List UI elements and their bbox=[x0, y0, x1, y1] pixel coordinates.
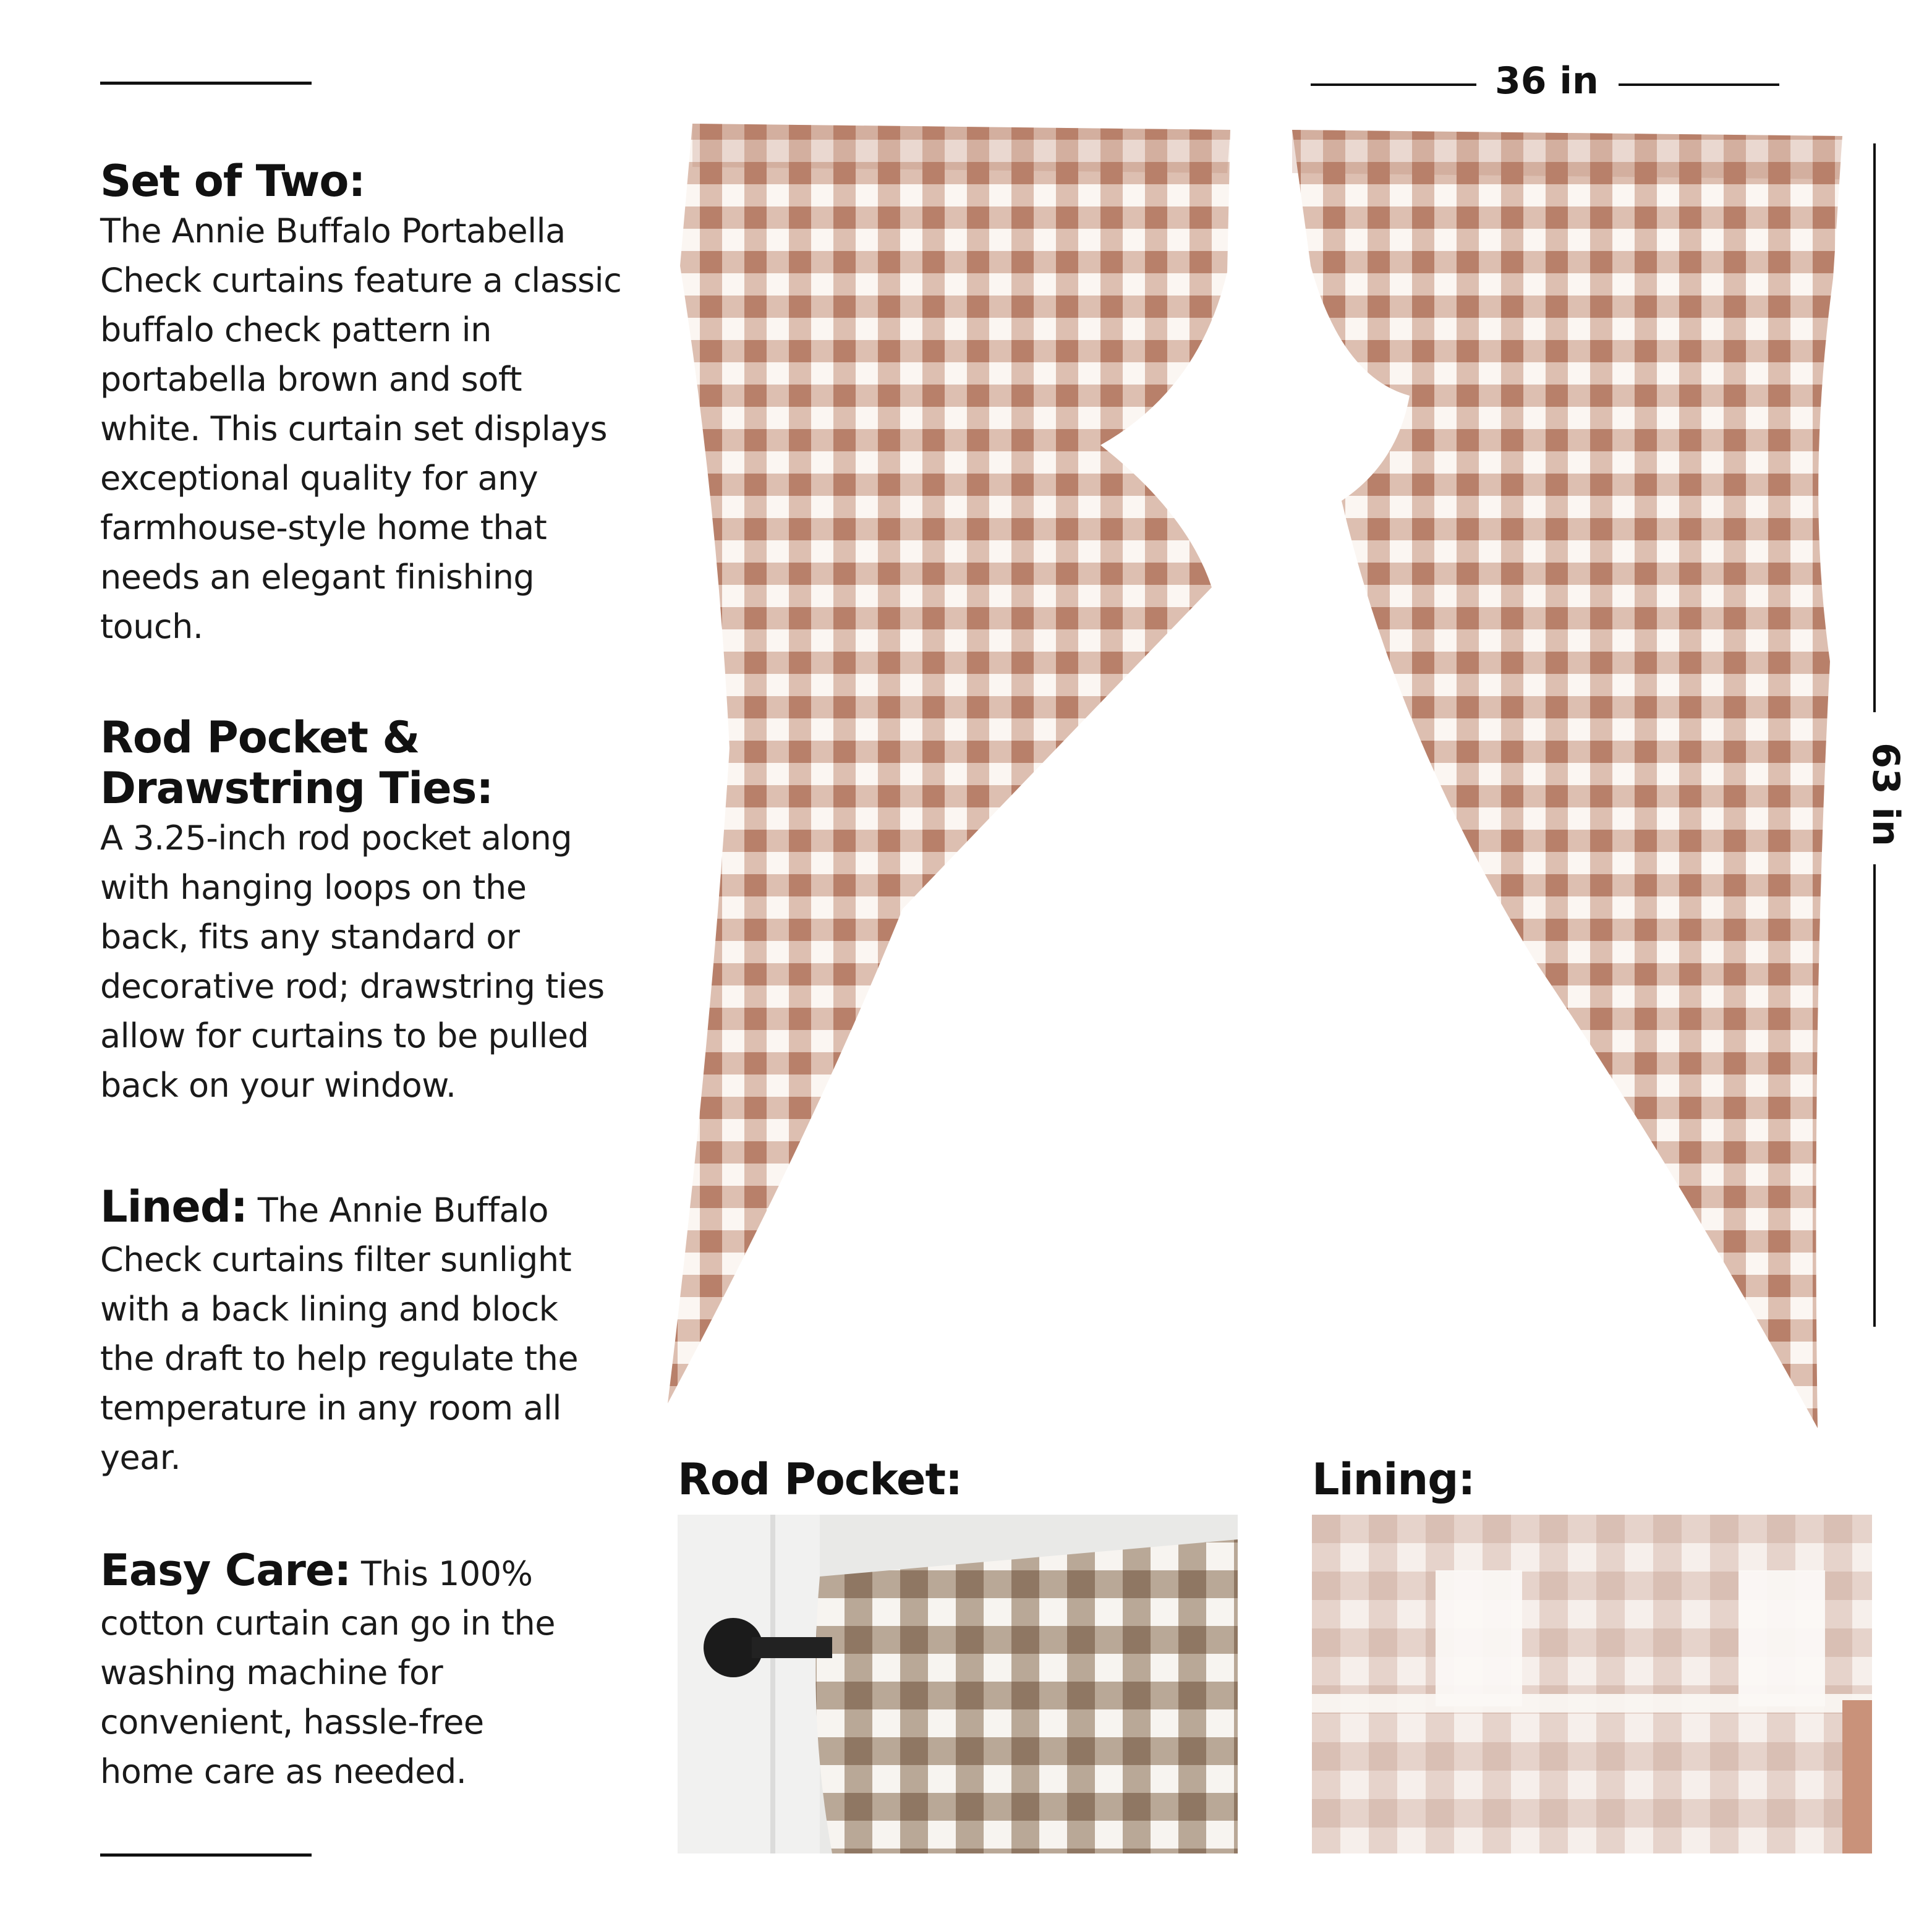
right-curtain-panel bbox=[1292, 130, 1842, 1428]
section-rod-pocket bbox=[100, 712, 632, 1110]
section-body: The Annie Buffalo Check curtains filter sunlight with a back lining and block the draft to help regulate the temperature in any room all year. bbox=[100, 1191, 579, 1477]
top-rule bbox=[100, 82, 312, 85]
section-body: A 3.25-inch rod pocket along with hanging loops on the back, fits any standard or decorative rod; drawstring ties allow for curtains to be pulled back on your window. bbox=[100, 819, 605, 1105]
section-body: This 100% cotton curtain can go in the washing machine for convenient, hassle-free home care as needed. bbox=[100, 1554, 555, 1791]
section-paragraph bbox=[100, 1546, 558, 1797]
lining-caption: Lining: bbox=[1312, 1454, 1475, 1505]
section-heading: Lined: bbox=[100, 1181, 248, 1232]
length-dimension-line-top bbox=[1873, 143, 1876, 712]
section-body: The Annie Buffalo Portabella Check curtains feature a classic buffalo check pattern in portabella brown and soft white. This curtain set displays exceptional quality for any farmhouse-style home that needs an elegant finishing touch. bbox=[100, 211, 622, 646]
section-lined bbox=[100, 1182, 632, 1483]
section-heading-line1: Rod Pocket & bbox=[100, 712, 420, 763]
lining-detail-image bbox=[1312, 1515, 1872, 1853]
length-dimension-label: 63 in bbox=[1864, 743, 1907, 846]
section-set-of-two bbox=[100, 156, 632, 652]
bottom-rule bbox=[100, 1853, 312, 1857]
width-dimension-label: 36 in bbox=[1495, 59, 1599, 103]
rod-pocket-detail-image bbox=[678, 1515, 1238, 1853]
section-heading-line2: Drawstring Ties: bbox=[100, 763, 493, 814]
left-curtain-panel bbox=[668, 124, 1230, 1403]
curtain-panels-illustration bbox=[655, 117, 1855, 1440]
width-dimension-line-right bbox=[1619, 83, 1779, 86]
section-heading: Easy Care: bbox=[100, 1545, 351, 1596]
rod-pocket-caption: Rod Pocket: bbox=[678, 1454, 962, 1505]
length-dimension-line-bottom bbox=[1873, 864, 1876, 1327]
width-dimension-line-left bbox=[1311, 83, 1476, 86]
section-easy-care bbox=[100, 1546, 632, 1797]
section-heading: Set of Two: bbox=[100, 156, 365, 206]
section-paragraph bbox=[100, 1182, 601, 1483]
